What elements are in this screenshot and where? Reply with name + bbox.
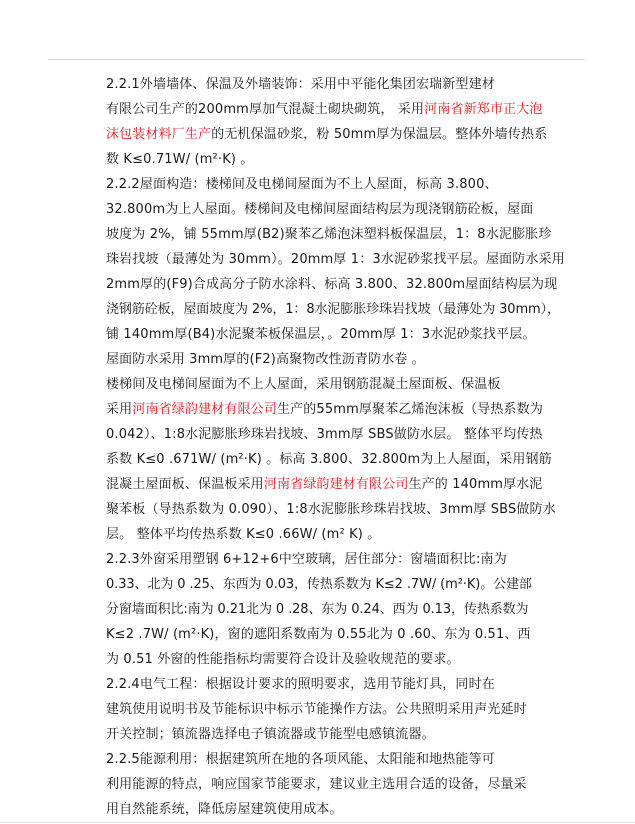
text-line: [106, 326, 536, 344]
text-run: 2.2.1外墙墙体、保温及外墙装饰：采用中平能化集团宏瑞新型建材: [106, 77, 495, 92]
text-line: [106, 626, 531, 644]
text-run: K≤2 .7W/ (m²·K)，窗的遮阳系数南为 0.55北为 0 .60、东为 0.51、西: [106, 627, 531, 642]
text-line: [106, 776, 527, 794]
page-bottom-edge: [0, 822, 635, 823]
text-line: [106, 101, 543, 119]
text-run: 混凝土屋面板、保温板采用: [106, 477, 264, 492]
text-line: [106, 451, 552, 469]
text-run: 采用: [106, 402, 133, 417]
text-run: 有限公司生产的200mm厚加气混凝土砌块砌筑， 采用: [106, 102, 425, 117]
text-run: 为 0.51 外窗的性能指标均需要符合设计及验收规范的要求。: [106, 652, 460, 667]
text-line: [106, 701, 527, 719]
text-line: [106, 201, 533, 219]
text-run: 楼梯间及电梯间屋面为不上人屋面，采用钢筋混凝土屋面板、保温板: [106, 377, 501, 392]
text-line: [106, 476, 543, 494]
text-run: 屋面防水采用 3mm厚的(F2)高聚物改性沥青防水卷 。: [106, 352, 425, 367]
company-name-highlight: 河南省绿韵建材有限公司: [263, 477, 409, 492]
text-line: [106, 501, 556, 519]
text-run: 浇钢筋砼板，屋面坡度为 2%，1：8水泥膨胀珍珠岩找坡（最薄处为 30mm），: [106, 302, 560, 317]
text-line: [106, 276, 557, 294]
company-name-highlight: 河南省绿韵建材有限公司: [132, 402, 277, 417]
text-line: [106, 251, 565, 269]
text-line: [106, 601, 528, 619]
company-name-highlight: 河南省新郑市正大泡: [424, 102, 543, 117]
text-run: 用自然能系统，降低房屋建筑使用成本。: [106, 802, 343, 817]
text-line: [106, 301, 560, 319]
text-line: [106, 226, 551, 244]
text-line: [106, 176, 498, 194]
text-line: [106, 376, 501, 394]
text-run: 建筑使用说明书及节能标识中标示节能操作方法。公共照明采用声光延时: [106, 702, 527, 717]
text-line: [106, 576, 532, 594]
company-name-highlight: 沫包装材料厂生产: [106, 127, 212, 142]
text-line: [106, 676, 495, 694]
text-run: 铺 140mm厚(B4)水泥聚苯板保温层，。20mm厚 1：3水泥砂浆找平层。: [106, 327, 536, 342]
text-run: 分窗墙面积比:南为 0.21北为 0 .28、东为 0.24、西为 0.13，传热系数为: [106, 602, 529, 617]
text-line: [106, 751, 495, 769]
text-line: [106, 76, 495, 94]
text-line: [106, 351, 425, 369]
text-run: 0.33、北为 0 .25、东西为 0.03，传热系数为 K≤2 .7W/ (m²·K)。公建部: [106, 577, 532, 592]
text-line: [106, 526, 380, 544]
text-run: 2.2.3外窗采用塑钢 6+12+6中空玻璃，居住部分：窗墙面积比:南为: [106, 552, 507, 567]
header-rule: [48, 59, 585, 60]
text-run: 32.800m为上人屋面。楼梯间及电梯间屋面结构层为现浇钢筋砼板，屋面: [106, 202, 534, 217]
text-run: 利用能源的特点，响应国家节能要求，建议业主选用合适的设备，尽量采: [106, 777, 527, 792]
text-run: 生产的 140mm厚水泥: [408, 477, 543, 492]
text-run: 0.042）、1:8水泥膨胀珍珠岩找坡、3mm厚 SBS做防水层。 整体平均传热: [106, 427, 543, 442]
text-line: [106, 801, 343, 819]
text-run: 坡度为 2%，铺 55mm厚(B2)聚苯乙烯泡沫塑料板保温层，1：8水泥膨胀珍: [106, 227, 552, 242]
text-run: 开关控制；镇流器选择电子镇流器或节能型电感镇流器。: [106, 727, 435, 742]
text-run: 的无机保温砂浆，粉 50mm厚为保温层。整体外墙传热系: [211, 127, 548, 142]
text-run: 生产的55mm厚聚苯乙烯泡沫板（导热系数为: [276, 402, 543, 417]
text-run: 聚苯板（导热系数为 0.090）、1:8水泥膨胀珍珠岩找坡、3mm厚 SBS做防水: [106, 502, 556, 517]
text-line: [106, 151, 254, 169]
text-line: [106, 126, 547, 144]
text-run: 2mm厚的(F9)合成高分子防水涂料、标高 3.800、32.800m屋面结构层为现: [106, 277, 558, 292]
text-run: 2.2.4电气工程：根据设计要求的照明要求，选用节能灯具，同时在: [106, 677, 495, 692]
text-line: [106, 551, 507, 569]
text-run: 2.2.2屋面构造：楼梯间及电梯间屋面为不上人屋面，标高 3.800、: [106, 177, 498, 192]
text-line: [106, 426, 543, 444]
text-run: 2.2.5能源利用：根据建筑所在地的各项风能、太阳能和地热能等可: [106, 752, 495, 767]
text-line: [106, 401, 543, 419]
text-run: 数 K≤0.71W/ (m²·K) 。: [106, 152, 254, 167]
text-line: [106, 726, 435, 744]
text-run: 系数 K≤0 .671W/ (m²·K) 。标高 3.800、32.800m为上人屋面，采用钢筋: [106, 452, 552, 467]
text-run: 层。 整体平均传热系数 K≤0 .66W/ (m² K) 。: [106, 527, 381, 542]
text-line: [106, 651, 460, 669]
text-run: 珠岩找坡（最薄处为 30mm）。20mm厚 1：3水泥砂浆找平层。屋面防水采用: [106, 252, 565, 267]
